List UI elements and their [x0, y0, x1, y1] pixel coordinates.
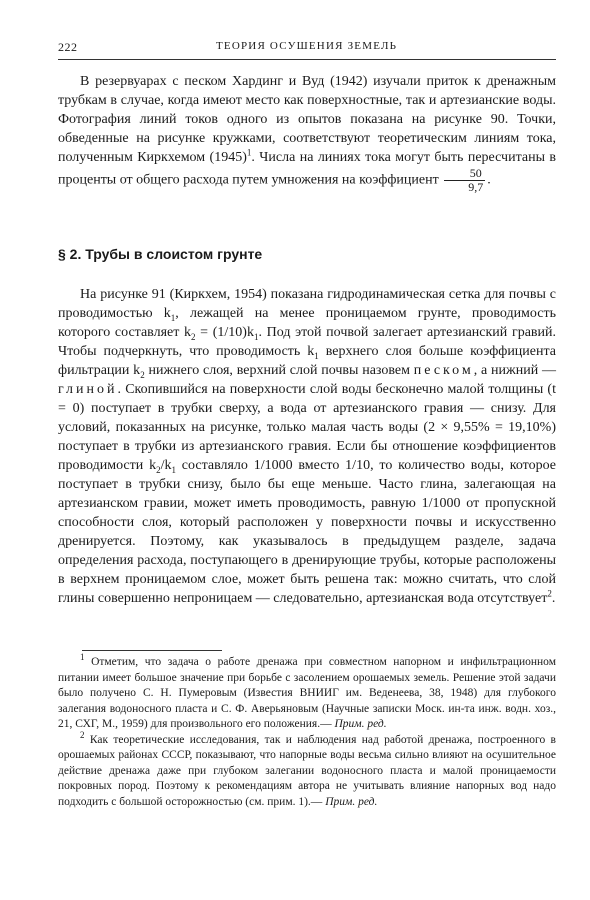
editor-note: Прим. ред. — [325, 795, 378, 808]
small-fraction: 1/10 — [217, 325, 243, 340]
header-rule — [58, 59, 556, 60]
footnotes — [58, 652, 556, 810]
editor-note: Прим. ред. — [334, 718, 387, 730]
coefficient-fraction: $\frac{50}{9,7}$ — [444, 167, 485, 194]
section-heading: § 2. Трубы в слоистом грунте — [58, 246, 263, 262]
footnote-2: $^2$ Как теоретические исследования, так и наблюдения над работой дренажа, построенного в орошаемых районах СССР, показывают, что напорные воды весьма сильно влияют на осушительное действие дренажа даже при глубоком залегании водоносного пласта и малой проницаемости покровных пород. Поэтому к рекомендациям автора не учитывать влияние напорных вод надо подходить с большой осторожностью (см. прим. 1).— Прим. ред. — [58, 729, 556, 808]
paragraph-2: На рисунке 91 (Киркхем, 1954) показана гидродинамическая сетка для почвы с проводимостью $k_1$, лежащей на менее проницаемом грунте, проводимость которого составляет $k_2 = (1/10)k_1$. Под этой почвой залегает артезианский гравий. Чтобы подчеркнуть, что проводимость $k_1$ верхнего слоя больше коэффициента фильтрации $k_2$ нижнего слоя, верхний слой почвы назовем песком, а нижний — глиной. Скопившийся на поверхности слой воды бесконечно малой толщины (t = 0) поступает в трубки сверху, а вода от артезианского гравия — снизу. Для условий, показанных на рисунке, только малая часть воды (2 × 9,55% = 19,10%) поступает в трубки из артезианского гравия. Если бы отношение коэффициентов проводимости $k_2/k_1$ составляло 1/1000 вместо 1/10, то количество воды, которое поступает в трубки снизу, было бы еще меньше. Часто глина, залегающая на артезианском гравии, может иметь проводимость, равную 1/1000 от пропускной способности слоя, который расположен у поверхности почвы и искусственно дренируется. Поэтому, как указывалось в предыдущем разделе, задача определения расхода, поступающего в дренирующие трубы, которые расположены в верхнем проницаемом слое, может быть решена так: можно считать, что слой глины совершенно непроницаем — следовательно, артезианская вода отсутствует$^2$. — [58, 287, 556, 606]
running-title: ТЕОРИЯ ОСУШЕНИЯ ЗЕМЕЛЬ — [216, 40, 398, 52]
page-number: 222 — [58, 40, 78, 54]
footnote-ref-1[interactable]: 1 — [246, 147, 252, 158]
spaced-word-sand: песком — [413, 363, 474, 378]
footnote-ref-2[interactable]: 2 — [547, 588, 552, 599]
spaced-word-clay: глиной — [58, 382, 118, 397]
footnote-rule — [82, 650, 222, 651]
footnote-1: $^1$ Отметим, что задача о работе дренажа при совместном напорном и инфильтрационном питании имеет большое значение при борьбе с засолением орошаемых земель. Решение этой задачи было получено С. Н. Пумеровым (Известия ВНИИГ им. Веденеева, 38, 1948) для глубокого залегания водоносного пласта и С. Ф. Аверьяновым (Научные записки Моск. ин-та инж. водн. хоз., 21, СХГ, М., 1959) для произвольного его положения.— Прим. ред. — [58, 652, 556, 730]
paragraph-1: В резервуарах с песком Хардинг и Вуд (1942) изучали приток к дренажным трубкам в случае, когда имеют место как поверхностные, так и артезианские воды. Фотография линий токов одного из опытов показана на рисунке 90. Точки, обведенные на рисунке кружками, соответствуют теоретическим линиям тока, полученным Киркхемом $(1945)^1$. Числа на линиях тока могут быть пересчитаны в проценты от общего расхода путем умножения на коэффициент $\frac{50}{9,7}$ . — [58, 74, 556, 194]
